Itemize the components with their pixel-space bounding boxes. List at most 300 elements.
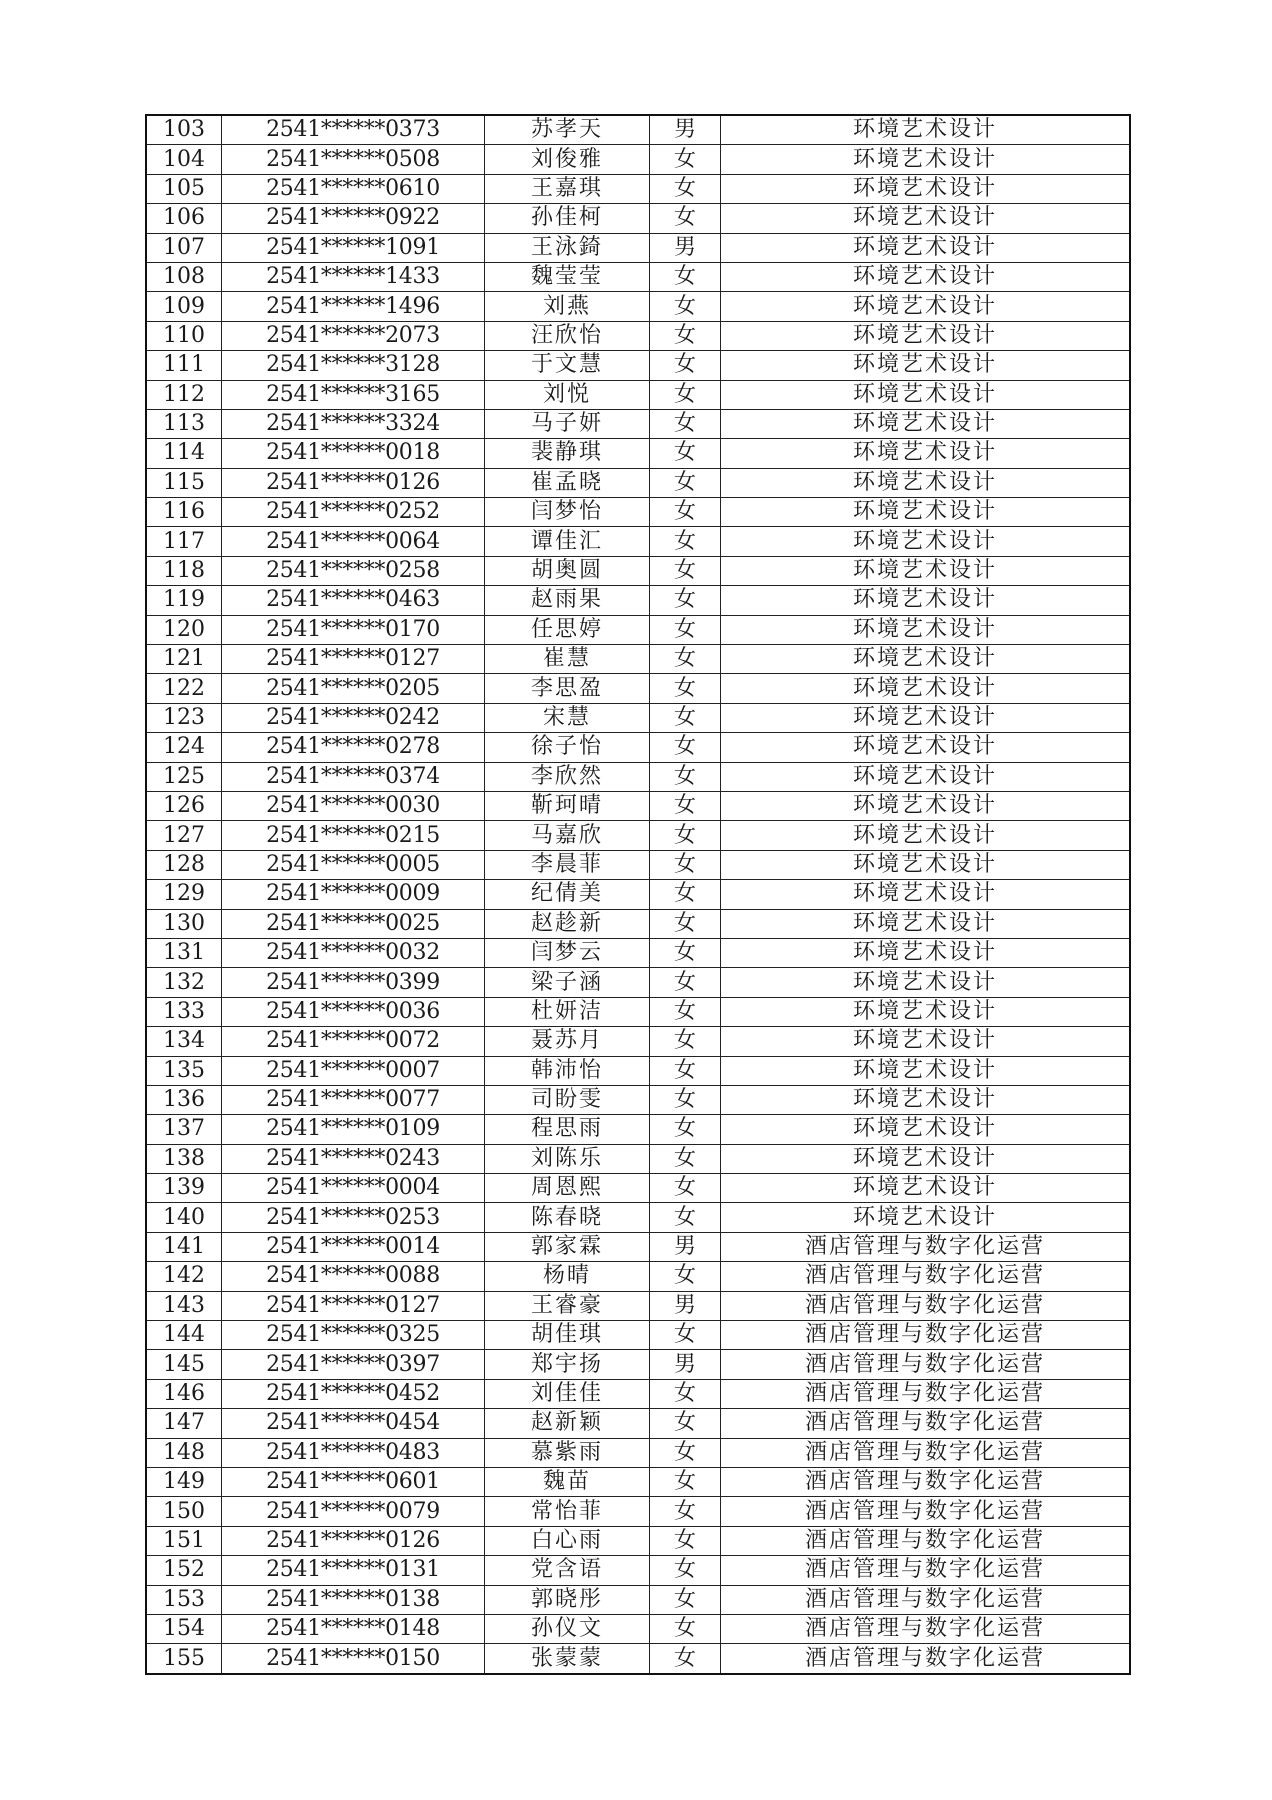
- student-name-cell: 赵雨果: [485, 586, 650, 615]
- table-row: [146, 409, 1130, 438]
- major-cell: 酒店管理与数字化运营: [721, 1291, 1131, 1320]
- gender-cell: 女: [650, 1174, 721, 1203]
- major-cell: 环境艺术设计: [721, 321, 1131, 350]
- major-cell: 环境艺术设计: [721, 409, 1131, 438]
- student-name-cell: 孙仪文: [485, 1614, 650, 1643]
- table-row: [146, 1174, 1130, 1203]
- student-name-cell: 聂苏月: [485, 1027, 650, 1056]
- student-name-cell: 刘俊雅: [485, 145, 650, 174]
- student-name-cell: 程思雨: [485, 1115, 650, 1144]
- major-cell: 环境艺术设计: [721, 1144, 1131, 1173]
- student-id-cell: 2541******0373: [222, 115, 485, 145]
- major-cell: 环境艺术设计: [721, 1203, 1131, 1232]
- gender-cell: 女: [650, 1379, 721, 1408]
- gender-cell: 男: [650, 1291, 721, 1320]
- major-cell: 环境艺术设计: [721, 968, 1131, 997]
- row-number-cell: 116: [146, 498, 222, 527]
- gender-cell: 女: [650, 1644, 721, 1674]
- gender-cell: 女: [650, 468, 721, 497]
- gender-cell: 女: [650, 762, 721, 791]
- row-number-cell: 149: [146, 1467, 222, 1496]
- table-row: [146, 674, 1130, 703]
- gender-cell: 女: [650, 586, 721, 615]
- gender-cell: 女: [650, 1526, 721, 1555]
- table-row: [146, 1262, 1130, 1291]
- table-row: [146, 1144, 1130, 1173]
- student-name-cell: 李欣然: [485, 762, 650, 791]
- row-number-cell: 133: [146, 997, 222, 1026]
- student-name-cell: 王泳錡: [485, 233, 650, 262]
- table-row: [146, 1056, 1130, 1085]
- student-name-cell: 魏莹莹: [485, 262, 650, 291]
- major-cell: 环境艺术设计: [721, 1085, 1131, 1114]
- gender-cell: 女: [650, 1144, 721, 1173]
- student-name-cell: 刘佳佳: [485, 1379, 650, 1408]
- row-number-cell: 148: [146, 1438, 222, 1467]
- row-number-cell: 138: [146, 1144, 222, 1173]
- table-row: [146, 1497, 1130, 1526]
- major-cell: 环境艺术设计: [721, 556, 1131, 585]
- student-id-cell: 2541******2073: [222, 321, 485, 350]
- gender-cell: 女: [650, 1438, 721, 1467]
- student-name-cell: 赵新颖: [485, 1409, 650, 1438]
- major-cell: 环境艺术设计: [721, 821, 1131, 850]
- major-cell: 酒店管理与数字化运营: [721, 1379, 1131, 1408]
- gender-cell: 女: [650, 674, 721, 703]
- student-id-cell: 2541******0148: [222, 1614, 485, 1643]
- table-row: [146, 115, 1130, 145]
- student-id-cell: 2541******0463: [222, 586, 485, 615]
- student-name-cell: 常怡菲: [485, 1497, 650, 1526]
- row-number-cell: 130: [146, 909, 222, 938]
- major-cell: 酒店管理与数字化运营: [721, 1585, 1131, 1614]
- row-number-cell: 145: [146, 1350, 222, 1379]
- major-cell: 环境艺术设计: [721, 174, 1131, 203]
- major-cell: 环境艺术设计: [721, 292, 1131, 321]
- table-row: [146, 1644, 1130, 1674]
- student-name-cell: 苏孝天: [485, 115, 650, 145]
- student-name-cell: 李思盈: [485, 674, 650, 703]
- table-body: [146, 115, 1130, 1674]
- student-id-cell: 2541******0004: [222, 1174, 485, 1203]
- student-name-cell: 胡佳琪: [485, 1321, 650, 1350]
- gender-cell: 女: [650, 439, 721, 468]
- student-name-cell: 孙佳柯: [485, 204, 650, 233]
- gender-cell: 女: [650, 1085, 721, 1114]
- row-number-cell: 152: [146, 1556, 222, 1585]
- student-id-cell: 2541******0508: [222, 145, 485, 174]
- student-name-cell: 靳珂晴: [485, 791, 650, 820]
- major-cell: 环境艺术设计: [721, 909, 1131, 938]
- student-name-cell: 纪倩美: [485, 880, 650, 909]
- student-name-cell: 胡奥圆: [485, 556, 650, 585]
- gender-cell: 男: [650, 115, 721, 145]
- student-name-cell: 谭佳汇: [485, 527, 650, 556]
- table-row: [146, 1232, 1130, 1261]
- student-id-cell: 2541******0483: [222, 1438, 485, 1467]
- major-cell: 酒店管理与数字化运营: [721, 1644, 1131, 1674]
- table-row: [146, 1203, 1130, 1232]
- row-number-cell: 128: [146, 850, 222, 879]
- student-id-cell: 2541******0079: [222, 1497, 485, 1526]
- student-name-cell: 徐子怡: [485, 733, 650, 762]
- major-cell: 环境艺术设计: [721, 880, 1131, 909]
- student-name-cell: 王睿豪: [485, 1291, 650, 1320]
- student-name-cell: 汪欣怡: [485, 321, 650, 350]
- row-number-cell: 139: [146, 1174, 222, 1203]
- student-name-cell: 慕紫雨: [485, 1438, 650, 1467]
- table-row: [146, 1556, 1130, 1585]
- student-name-cell: 赵趁新: [485, 909, 650, 938]
- student-name-cell: 郭晓彤: [485, 1585, 650, 1614]
- student-id-cell: 2541******1496: [222, 292, 485, 321]
- table-row: [146, 1027, 1130, 1056]
- major-cell: 酒店管理与数字化运营: [721, 1614, 1131, 1643]
- gender-cell: 女: [650, 645, 721, 674]
- student-id-cell: 2541******3324: [222, 409, 485, 438]
- major-cell: 酒店管理与数字化运营: [721, 1262, 1131, 1291]
- table-row: [146, 204, 1130, 233]
- gender-cell: 女: [650, 1115, 721, 1144]
- student-id-cell: 2541******0374: [222, 762, 485, 791]
- table-row: [146, 233, 1130, 262]
- gender-cell: 女: [650, 498, 721, 527]
- major-cell: 环境艺术设计: [721, 527, 1131, 556]
- row-number-cell: 140: [146, 1203, 222, 1232]
- student-name-cell: 周恩熙: [485, 1174, 650, 1203]
- table-row: [146, 145, 1130, 174]
- table-row: [146, 174, 1130, 203]
- major-cell: 环境艺术设计: [721, 703, 1131, 732]
- table-row: [146, 556, 1130, 585]
- student-id-cell: 2541******0030: [222, 791, 485, 820]
- gender-cell: 女: [650, 527, 721, 556]
- table-row: [146, 615, 1130, 644]
- table-row: [146, 380, 1130, 409]
- major-cell: 环境艺术设计: [721, 997, 1131, 1026]
- student-name-cell: 刘陈乐: [485, 1144, 650, 1173]
- row-number-cell: 104: [146, 145, 222, 174]
- student-name-cell: 崔慧: [485, 645, 650, 674]
- major-cell: 环境艺术设计: [721, 351, 1131, 380]
- table-row: [146, 909, 1130, 938]
- student-id-cell: 2541******3128: [222, 351, 485, 380]
- table-row: [146, 1085, 1130, 1114]
- table-row: [146, 880, 1130, 909]
- table-row: [146, 1467, 1130, 1496]
- gender-cell: 女: [650, 145, 721, 174]
- row-number-cell: 107: [146, 233, 222, 262]
- student-id-cell: 2541******0454: [222, 1409, 485, 1438]
- row-number-cell: 144: [146, 1321, 222, 1350]
- major-cell: 环境艺术设计: [721, 645, 1131, 674]
- row-number-cell: 115: [146, 468, 222, 497]
- row-number-cell: 103: [146, 115, 222, 145]
- table-row: [146, 733, 1130, 762]
- row-number-cell: 132: [146, 968, 222, 997]
- row-number-cell: 137: [146, 1115, 222, 1144]
- major-cell: 环境艺术设计: [721, 380, 1131, 409]
- table-row: [146, 1614, 1130, 1643]
- major-cell: 酒店管理与数字化运营: [721, 1321, 1131, 1350]
- table-row: [146, 968, 1130, 997]
- row-number-cell: 117: [146, 527, 222, 556]
- table-row: [146, 762, 1130, 791]
- row-number-cell: 135: [146, 1056, 222, 1085]
- student-name-cell: 闫梦云: [485, 938, 650, 967]
- table-row: [146, 439, 1130, 468]
- table-row: [146, 1438, 1130, 1467]
- table-row: [146, 351, 1130, 380]
- table-row: [146, 262, 1130, 291]
- gender-cell: 女: [650, 1497, 721, 1526]
- table-row: [146, 498, 1130, 527]
- student-id-cell: 2541******0025: [222, 909, 485, 938]
- gender-cell: 女: [650, 409, 721, 438]
- student-name-cell: 宋慧: [485, 703, 650, 732]
- student-id-cell: 2541******1433: [222, 262, 485, 291]
- student-id-cell: 2541******0399: [222, 968, 485, 997]
- major-cell: 环境艺术设计: [721, 115, 1131, 145]
- gender-cell: 女: [650, 909, 721, 938]
- major-cell: 环境艺术设计: [721, 468, 1131, 497]
- table-row: [146, 468, 1130, 497]
- gender-cell: 女: [650, 1321, 721, 1350]
- major-cell: 环境艺术设计: [721, 938, 1131, 967]
- student-id-cell: 2541******3165: [222, 380, 485, 409]
- row-number-cell: 127: [146, 821, 222, 850]
- row-number-cell: 143: [146, 1291, 222, 1320]
- student-id-cell: 2541******0922: [222, 204, 485, 233]
- row-number-cell: 154: [146, 1614, 222, 1643]
- student-name-cell: 张蒙蒙: [485, 1644, 650, 1674]
- gender-cell: 女: [650, 850, 721, 879]
- major-cell: 环境艺术设计: [721, 674, 1131, 703]
- student-id-cell: 2541******0252: [222, 498, 485, 527]
- major-cell: 环境艺术设计: [721, 733, 1131, 762]
- gender-cell: 女: [650, 380, 721, 409]
- major-cell: 环境艺术设计: [721, 1027, 1131, 1056]
- table-row: [146, 1526, 1130, 1555]
- gender-cell: 女: [650, 321, 721, 350]
- row-number-cell: 106: [146, 204, 222, 233]
- major-cell: 环境艺术设计: [721, 1174, 1131, 1203]
- table-row: [146, 1115, 1130, 1144]
- major-cell: 环境艺术设计: [721, 498, 1131, 527]
- gender-cell: 女: [650, 1585, 721, 1614]
- table-row: [146, 1379, 1130, 1408]
- row-number-cell: 141: [146, 1232, 222, 1261]
- row-number-cell: 113: [146, 409, 222, 438]
- student-id-cell: 2541******0005: [222, 850, 485, 879]
- student-id-cell: 2541******0215: [222, 821, 485, 850]
- gender-cell: 女: [650, 174, 721, 203]
- major-cell: 环境艺术设计: [721, 233, 1131, 262]
- major-cell: 环境艺术设计: [721, 850, 1131, 879]
- row-number-cell: 118: [146, 556, 222, 585]
- gender-cell: 女: [650, 1056, 721, 1085]
- major-cell: 酒店管理与数字化运营: [721, 1350, 1131, 1379]
- student-name-cell: 陈春晓: [485, 1203, 650, 1232]
- row-number-cell: 123: [146, 703, 222, 732]
- table-row: [146, 292, 1130, 321]
- student-name-cell: 刘燕: [485, 292, 650, 321]
- row-number-cell: 105: [146, 174, 222, 203]
- gender-cell: 女: [650, 1203, 721, 1232]
- gender-cell: 女: [650, 1027, 721, 1056]
- table-row: [146, 938, 1130, 967]
- student-id-cell: 2541******0258: [222, 556, 485, 585]
- row-number-cell: 125: [146, 762, 222, 791]
- student-name-cell: 马嘉欣: [485, 821, 650, 850]
- gender-cell: 女: [650, 1262, 721, 1291]
- major-cell: 环境艺术设计: [721, 586, 1131, 615]
- student-id-cell: 2541******0127: [222, 645, 485, 674]
- student-name-cell: 司盼雯: [485, 1085, 650, 1114]
- table-row: [146, 321, 1130, 350]
- major-cell: 酒店管理与数字化运营: [721, 1497, 1131, 1526]
- student-name-cell: 杜妍洁: [485, 997, 650, 1026]
- table-row: [146, 1291, 1130, 1320]
- gender-cell: 女: [650, 968, 721, 997]
- row-number-cell: 150: [146, 1497, 222, 1526]
- gender-cell: 女: [650, 351, 721, 380]
- table-row: [146, 586, 1130, 615]
- student-id-cell: 2541******0009: [222, 880, 485, 909]
- major-cell: 酒店管理与数字化运营: [721, 1467, 1131, 1496]
- major-cell: 环境艺术设计: [721, 615, 1131, 644]
- student-id-cell: 2541******0610: [222, 174, 485, 203]
- major-cell: 酒店管理与数字化运营: [721, 1409, 1131, 1438]
- student-name-cell: 闫梦怡: [485, 498, 650, 527]
- gender-cell: 女: [650, 938, 721, 967]
- gender-cell: 女: [650, 703, 721, 732]
- row-number-cell: 129: [146, 880, 222, 909]
- row-number-cell: 146: [146, 1379, 222, 1408]
- student-id-cell: 2541******0109: [222, 1115, 485, 1144]
- student-name-cell: 王嘉琪: [485, 174, 650, 203]
- student-name-cell: 裴静琪: [485, 439, 650, 468]
- gender-cell: 女: [650, 791, 721, 820]
- major-cell: 环境艺术设计: [721, 262, 1131, 291]
- row-number-cell: 108: [146, 262, 222, 291]
- student-id-cell: 2541******1091: [222, 233, 485, 262]
- gender-cell: 女: [650, 1614, 721, 1643]
- gender-cell: 女: [650, 1467, 721, 1496]
- major-cell: 环境艺术设计: [721, 791, 1131, 820]
- major-cell: 环境艺术设计: [721, 204, 1131, 233]
- row-number-cell: 124: [146, 733, 222, 762]
- student-id-cell: 2541******0018: [222, 439, 485, 468]
- student-id-cell: 2541******0077: [222, 1085, 485, 1114]
- row-number-cell: 153: [146, 1585, 222, 1614]
- student-id-cell: 2541******0243: [222, 1144, 485, 1173]
- student-name-cell: 杨晴: [485, 1262, 650, 1291]
- student-id-cell: 2541******0253: [222, 1203, 485, 1232]
- student-name-cell: 党含语: [485, 1556, 650, 1585]
- table-row: [146, 1585, 1130, 1614]
- gender-cell: 女: [650, 292, 721, 321]
- student-id-cell: 2541******0150: [222, 1644, 485, 1674]
- student-name-cell: 魏苗: [485, 1467, 650, 1496]
- table-row: [146, 821, 1130, 850]
- gender-cell: 男: [650, 1232, 721, 1261]
- gender-cell: 女: [650, 997, 721, 1026]
- gender-cell: 女: [650, 556, 721, 585]
- table-row: [146, 1321, 1130, 1350]
- row-number-cell: 151: [146, 1526, 222, 1555]
- student-name-cell: 梁子涵: [485, 968, 650, 997]
- table-row: [146, 791, 1130, 820]
- student-id-cell: 2541******0601: [222, 1467, 485, 1496]
- student-name-cell: 韩沛怡: [485, 1056, 650, 1085]
- gender-cell: 女: [650, 1409, 721, 1438]
- major-cell: 酒店管理与数字化运营: [721, 1526, 1131, 1555]
- major-cell: 酒店管理与数字化运营: [721, 1438, 1131, 1467]
- gender-cell: 男: [650, 233, 721, 262]
- student-id-cell: 2541******0072: [222, 1027, 485, 1056]
- row-number-cell: 131: [146, 938, 222, 967]
- row-number-cell: 122: [146, 674, 222, 703]
- gender-cell: 女: [650, 880, 721, 909]
- student-id-cell: 2541******0205: [222, 674, 485, 703]
- row-number-cell: 112: [146, 380, 222, 409]
- student-name-cell: 于文慧: [485, 351, 650, 380]
- student-name-cell: 白心雨: [485, 1526, 650, 1555]
- student-id-cell: 2541******0032: [222, 938, 485, 967]
- student-id-cell: 2541******0452: [222, 1379, 485, 1408]
- student-name-cell: 任思婷: [485, 615, 650, 644]
- table-row: [146, 703, 1130, 732]
- gender-cell: 女: [650, 733, 721, 762]
- major-cell: 酒店管理与数字化运营: [721, 1556, 1131, 1585]
- table-row: [146, 1409, 1130, 1438]
- table-row: [146, 645, 1130, 674]
- row-number-cell: 155: [146, 1644, 222, 1674]
- gender-cell: 女: [650, 821, 721, 850]
- row-number-cell: 136: [146, 1085, 222, 1114]
- student-id-cell: 2541******0126: [222, 1526, 485, 1555]
- student-name-cell: 郭家霖: [485, 1232, 650, 1261]
- major-cell: 环境艺术设计: [721, 1056, 1131, 1085]
- row-number-cell: 109: [146, 292, 222, 321]
- row-number-cell: 119: [146, 586, 222, 615]
- row-number-cell: 114: [146, 439, 222, 468]
- student-id-cell: 2541******0397: [222, 1350, 485, 1379]
- row-number-cell: 147: [146, 1409, 222, 1438]
- table-row: [146, 527, 1130, 556]
- gender-cell: 女: [650, 204, 721, 233]
- student-id-cell: 2541******0127: [222, 1291, 485, 1320]
- table-row: [146, 997, 1130, 1026]
- student-id-cell: 2541******0088: [222, 1262, 485, 1291]
- major-cell: 环境艺术设计: [721, 762, 1131, 791]
- gender-cell: 女: [650, 1556, 721, 1585]
- student-id-cell: 2541******0014: [222, 1232, 485, 1261]
- student-id-cell: 2541******0007: [222, 1056, 485, 1085]
- gender-cell: 男: [650, 1350, 721, 1379]
- student-id-cell: 2541******0325: [222, 1321, 485, 1350]
- major-cell: 环境艺术设计: [721, 145, 1131, 174]
- major-cell: 环境艺术设计: [721, 439, 1131, 468]
- gender-cell: 女: [650, 615, 721, 644]
- row-number-cell: 120: [146, 615, 222, 644]
- student-id-cell: 2541******0242: [222, 703, 485, 732]
- student-name-cell: 李晨菲: [485, 850, 650, 879]
- gender-cell: 女: [650, 262, 721, 291]
- student-id-cell: 2541******0170: [222, 615, 485, 644]
- row-number-cell: 134: [146, 1027, 222, 1056]
